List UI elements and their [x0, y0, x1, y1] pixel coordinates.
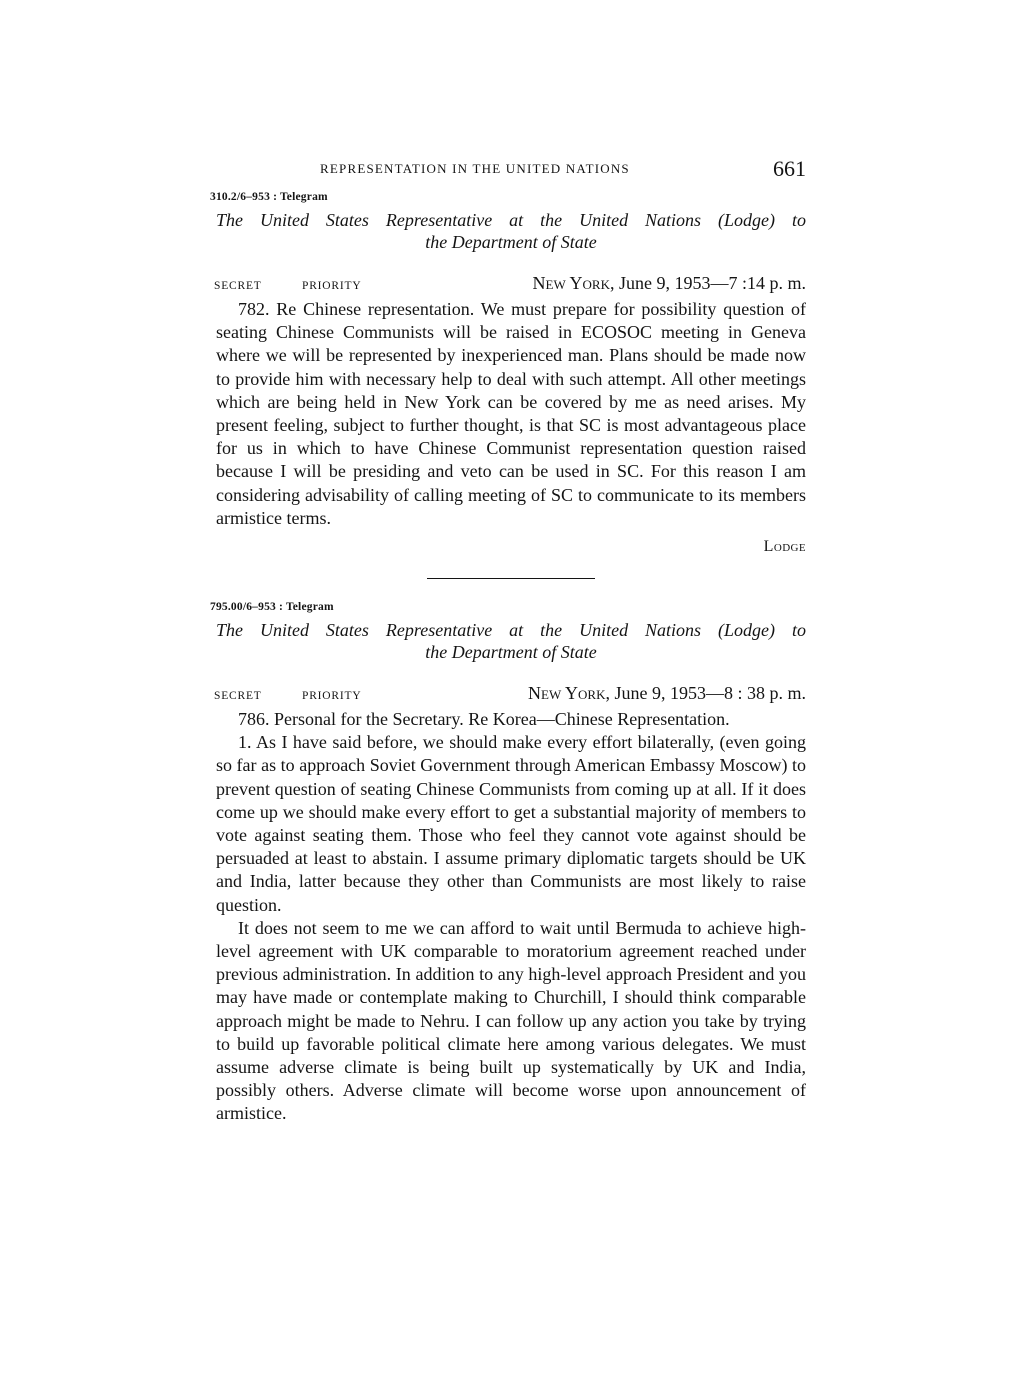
heading-line: the Department of State — [425, 232, 597, 252]
heading-line: The United States Representative at the United Nations (Lodge) to — [216, 210, 806, 230]
telegram-782 — [210, 191, 806, 556]
place-and-date — [528, 681, 806, 705]
date-time: , June 9, 1953—7 :14 p. m. — [610, 273, 806, 293]
telegram-meta — [216, 271, 806, 298]
running-head — [216, 150, 806, 190]
telegram-786 — [210, 601, 806, 1126]
signature: Lodge — [763, 538, 806, 556]
place-and-date — [533, 271, 807, 295]
telegram-paragraph: It does not seem to me we can afford to wait until Bermuda to achieve high-level agreement with UK comparable to moratorium agreement reached under previous administration. In addition to any high-level approach President and you may have made or contemplate making to Churchill, I should think comparable approach might be made to Nehru. I can follow up any action you take by trying to build up favorable political climate here among various delegates. We must assume adverse climate is being built up systematically by UK and India, possibly others. Adverse climate will become worse upon announcement of armistice. — [216, 917, 806, 1124]
telegram-paragraph: 782. Re Chinese representation. We must prepare for possibility question of seating Chinese Communists will be raised in ECOSOC meeting in Geneva where we will be represented by inexperienced man. Plans should be made now to provide him with necessary help to deal with such attempt. All other meetings which are being held in New York can be covered by me as need arises. My present feeling, subject to further thought, is that SC is most advantageous place for us in which to have Chinese Communist representation question raised because I will be presiding and veto can be used in SC. For this reason I am considering advisability of calling meeting of SC to communicate to its members armistice terms. — [216, 299, 806, 528]
document-heading — [216, 209, 806, 253]
telegram-meta — [216, 681, 806, 708]
place: New York — [528, 683, 606, 704]
page-number: 661 — [773, 156, 806, 181]
classification: SECRET — [214, 690, 262, 703]
heading-line: The United States Representative at the United Nations (Lodge) to — [216, 620, 806, 641]
date-time: , June 9, 1953—8 : 38 p. m. — [605, 683, 806, 704]
heading-line: the Department of State — [425, 642, 597, 663]
telegram-paragraph: 1. As I have said before, we should make every effort bilaterally, (even going so far as to approach Soviet Government through American Embassy Moscow) to prevent question of seating Chinese Communists from coming up at all. If it does come up we should make every effort to get a substantial majority of members to vote against seating them. Those who feel they cannot vote against should be persuaded at least to abstain. I assume primary diplomatic targets should be UK and India, latter because they other than Communists are most likely to raise question. — [216, 732, 806, 915]
priority: PRIORITY — [302, 690, 362, 703]
document-heading — [216, 619, 806, 663]
classification: SECRET — [214, 280, 262, 292]
section-divider — [427, 578, 595, 579]
telegram-paragraph: 786. Personal for the Secretary. Re Korea—Chinese Representation. — [238, 709, 730, 730]
document-page — [210, 150, 806, 1126]
priority: PRIORITY — [302, 280, 362, 292]
file-reference: 795.00/6–953 : Telegram — [210, 601, 334, 614]
file-reference: 310.2/6–953 : Telegram — [210, 191, 328, 203]
running-title: REPRESENTATION IN THE UNITED NATIONS — [320, 161, 630, 176]
place: New York — [532, 273, 610, 293]
